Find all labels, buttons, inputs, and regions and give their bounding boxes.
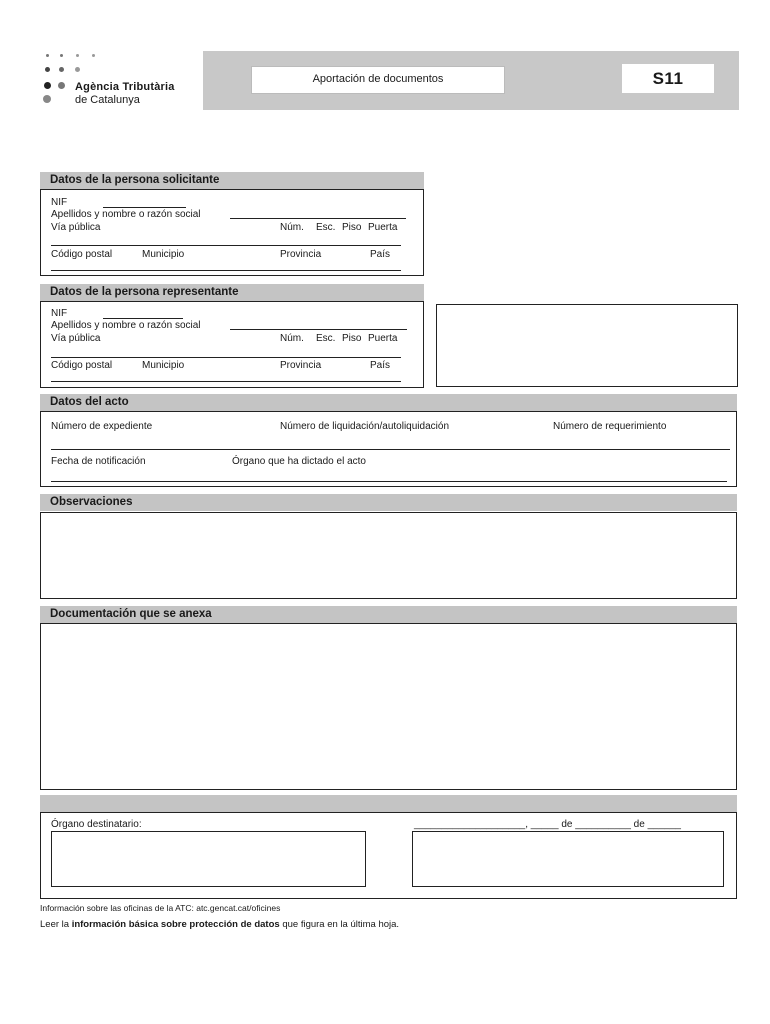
label-nif: NIF: [51, 197, 68, 208]
section-representante-box: [40, 301, 424, 388]
label-rep-piso: Piso: [342, 333, 362, 344]
registry-stamp-box: [436, 304, 738, 387]
documentacion-textarea[interactable]: [40, 623, 737, 790]
label-organo-destinatario: Órgano destinatario:: [51, 819, 142, 830]
label-apellidos: Apellidos y nombre o razón social: [51, 209, 201, 220]
field-apellidos[interactable]: [230, 218, 406, 219]
label-rep-municipio: Municipio: [142, 360, 185, 371]
label-esc: Esc.: [316, 222, 336, 233]
form-code: S11: [622, 64, 714, 93]
field-via[interactable]: [51, 245, 401, 246]
field-cp[interactable]: [51, 270, 401, 271]
agency-name: Agència Tributària: [75, 81, 175, 93]
form-title: Aportación de documentos: [251, 66, 505, 94]
section-acto-header: Datos del acto: [40, 394, 737, 411]
footer-privacy-post: que figura en la última hoja.: [279, 919, 400, 930]
footer-info-oficinas: Información sobre las oficinas de la ATC: atc.gencat.cat/oficines: [40, 903, 281, 913]
date-place-line: ____________________, _____ de __________ de ______: [414, 819, 681, 830]
label-liquidacion: Número de liquidación/autoliquidación: [280, 421, 449, 432]
label-provincia: Provincia: [280, 249, 322, 260]
field-rep-apellidos[interactable]: [230, 329, 407, 330]
label-puerta: Puerta: [368, 222, 398, 233]
section-firma-header: [40, 795, 737, 812]
field-nif[interactable]: [103, 207, 186, 208]
label-rep-via: Vía pública: [51, 333, 101, 344]
signature-box[interactable]: [412, 831, 724, 887]
label-rep-nif: NIF: [51, 308, 68, 319]
section-observaciones-header: Observaciones: [40, 494, 737, 511]
label-rep-num: Núm.: [280, 333, 304, 344]
label-piso: Piso: [342, 222, 362, 233]
section-solicitante-header: Datos de la persona solicitante: [40, 172, 424, 189]
observaciones-textarea[interactable]: [40, 512, 737, 599]
section-representante-header: Datos de la persona representante: [40, 284, 424, 301]
agency-name-line2: de Catalunya: [75, 94, 140, 106]
label-expediente: Número de expediente: [51, 421, 153, 432]
field-rep-via[interactable]: [51, 357, 401, 358]
footer-privacy-pre: Leer la: [40, 919, 72, 930]
footer-privacy-link[interactable]: información básica sobre protección de datos: [71, 919, 280, 930]
field-rep-cp[interactable]: [51, 381, 401, 382]
label-fecha-notificacion: Fecha de notificación: [51, 456, 146, 467]
label-rep-pais: País: [370, 360, 391, 371]
label-num: Núm.: [280, 222, 304, 233]
label-requerimiento: Número de requerimiento: [553, 421, 667, 432]
label-rep-cp: Código postal: [51, 360, 113, 371]
label-pais: País: [370, 249, 391, 260]
field-acto-fecha[interactable]: [51, 481, 727, 482]
organo-destinatario-box[interactable]: [51, 831, 366, 887]
label-via: Vía pública: [51, 222, 101, 233]
footer-privacy-note: [40, 919, 399, 930]
field-acto-numbers[interactable]: [51, 449, 730, 450]
label-rep-esc: Esc.: [316, 333, 336, 344]
label-rep-provincia: Provincia: [280, 360, 322, 371]
label-rep-puerta: Puerta: [368, 333, 398, 344]
label-rep-apellidos: Apellidos y nombre o razón social: [51, 320, 201, 331]
label-municipio: Municipio: [142, 249, 185, 260]
label-cp: Código postal: [51, 249, 113, 260]
label-organo-dictado: Órgano que ha dictado el acto: [232, 456, 366, 467]
section-documentacion-header: Documentación que se anexa: [40, 606, 737, 623]
agency-logo-dots: [40, 52, 80, 108]
field-rep-nif[interactable]: [103, 318, 183, 319]
